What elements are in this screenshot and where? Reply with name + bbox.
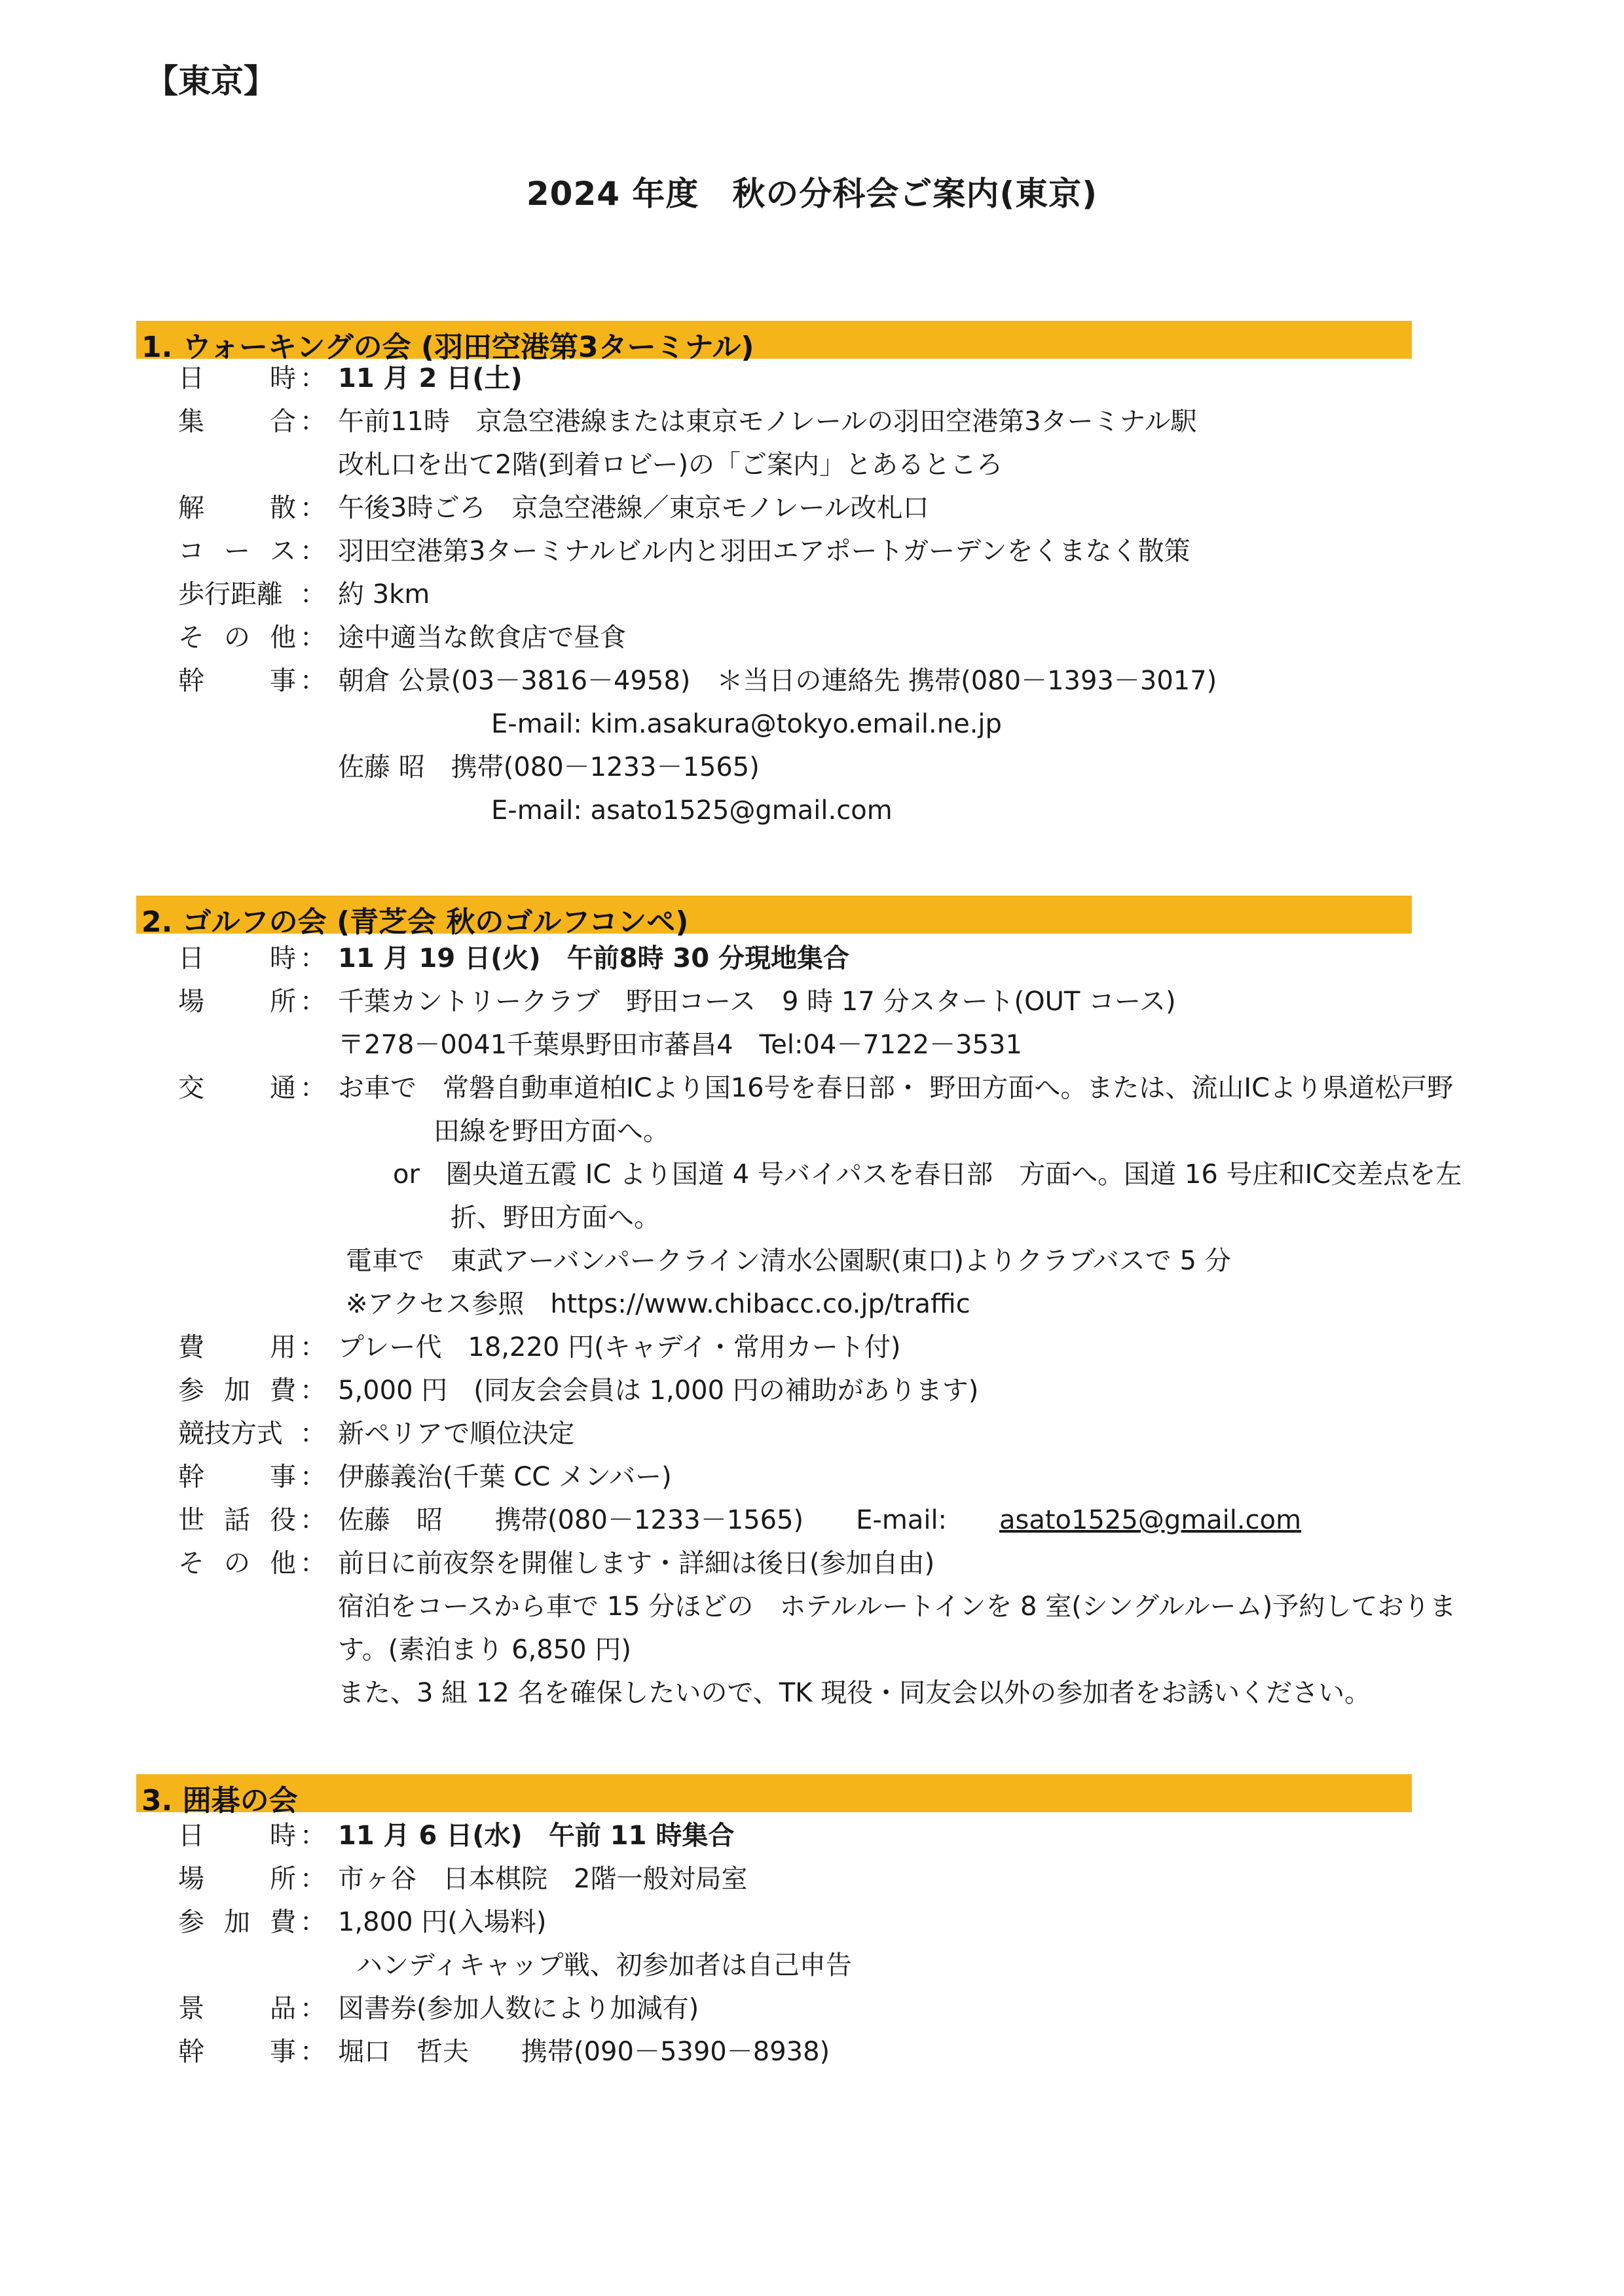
region-tag: 【東京】 (145, 62, 276, 100)
row-label: 交 通 (178, 1073, 296, 1103)
row-value: 朝倉 公景(03－3816－4958) ＊当日の連絡先 携帯(080－1393－3017) (338, 666, 1217, 696)
row-value: 市ヶ谷 日本棋院 2階一般対局室 (338, 1864, 748, 1894)
row-value: ハンディキャップ戦、初参加者は自己申告 (356, 1950, 852, 1980)
row-value: プレー代 18,220 円(キャデイ・常用カート付) (338, 1332, 901, 1362)
row-label: 幹 事 (178, 666, 296, 696)
row-value: 午前11時 京急空港線または東京モノレールの羽田空港第3ターミナル駅 (338, 407, 1197, 437)
row-value: 千葉カントリークラブ 野田コース 9 時 17 分スタート(OUT コース) (338, 987, 1176, 1017)
row-value: 佐藤 昭 携帯(080－1233－1565) E-mail: (338, 1505, 948, 1535)
row-label: 景 品 (178, 1994, 296, 2024)
section-2-heading-bar (136, 896, 1412, 939)
row-label: 歩行距離 (178, 579, 283, 610)
row-label: 日 時 (178, 943, 296, 974)
row-value: 午後3時ごろ 京急空港線／東京モノレール改札口 (338, 493, 929, 523)
row-value: 折、野田方面へ。 (451, 1203, 660, 1233)
row-label: 場 所 (178, 987, 296, 1017)
row-value: 11 月 2 日(土) (338, 363, 523, 393)
row-label: 幹 事 (178, 1462, 296, 1492)
document-title: 2024 年度 秋の分科会ご案内(東京) (526, 175, 1098, 213)
row-value: 改札口を出て2階(到着ロビー)の「ご案内」とあるところ (338, 450, 1003, 480)
row-value: 前日に前夜祭を開催します・詳細は後日(参加自由) (338, 1548, 935, 1578)
row-value: お車で 常磐自動車道柏ICより国16号を春日部・ 野田方面へ。または、流山ICより県道松戸野 (338, 1073, 1454, 1103)
row-label: 場 所 (178, 1864, 296, 1894)
row-label: 日 時 (178, 363, 296, 393)
row-value: 田線を野田方面へ。 (434, 1116, 669, 1146)
row-label: コ ー ス (178, 536, 296, 566)
access-reference: ※アクセス参照 https://www.chibacc.co.jp/traffic (346, 1289, 970, 1319)
row-label: そ の 他 (178, 1548, 296, 1578)
row-label: 解 散 (178, 493, 296, 523)
row-value: 途中適当な飲食店で昼食 (338, 623, 626, 653)
row-label: 集 合 (178, 407, 296, 437)
section-1-heading-bar (136, 321, 1412, 364)
row-value: 〒278－0041千葉県野田市蕃昌4 Tel:04－7122－3531 (338, 1030, 1022, 1060)
row-value: 5,000 円 (同友会会員は 1,000 円の補助があります) (338, 1376, 979, 1406)
row-value: 11 月 6 日(水) 午前 11 時集合 (338, 1821, 735, 1851)
row-value: or 圏央道五霞 IC より国道 4 号バイパスを春日部 方面へ。国道 16 号庄和IC交差点を左 (393, 1159, 1462, 1190)
row-value: 伊藤義治(千葉 CC メンバー) (338, 1462, 672, 1492)
row-value: 1,800 円(入場料) (338, 1907, 547, 1937)
row-label: 参 加 費 (178, 1907, 296, 1937)
row-label: 日 時 (178, 1821, 296, 1851)
row-value: 新ペリアで順位決定 (338, 1419, 575, 1449)
row-value: また、3 組 12 名を確保したいので、TK 現役・同友会以外の参加者をお誘いください。 (338, 1678, 1371, 1708)
row-label: 世 話 役 (178, 1505, 296, 1535)
row-label: 参 加 費 (178, 1376, 296, 1406)
row-label: 競技方式 (178, 1419, 283, 1449)
row-value: 約 3km (338, 579, 430, 610)
row-value: 羽田空港第3ターミナルビル内と羽田エアポートガーデンをくまなく散策 (338, 536, 1190, 566)
section-2-heading: 2. ゴルフの会 (青芝会 秋のゴルフコンペ) (141, 905, 689, 939)
row-value: 宿泊をコースから車で 15 分ほどの ホテルルートインを 8 室(シングルルーム)予約しておりま (338, 1592, 1456, 1622)
section-3-heading-bar (136, 1774, 1412, 1817)
row-value: 11 月 19 日(火) 午前8時 30 分現地集合 (338, 943, 850, 974)
email-text: E-mail: asato1525@gmail.com (491, 795, 893, 826)
section-3-heading: 3. 囲碁の会 (141, 1784, 298, 1817)
row-value: 佐藤 昭 携帯(080－1233－1565) (338, 752, 760, 782)
email-text: E-mail: kim.asakura@tokyo.email.ne.jp (491, 709, 1002, 739)
section-1-heading: 1. ウォーキングの会 (羽田空港第3ターミナル) (141, 331, 754, 364)
row-value: 堀口 哲夫 携帯(090－5390－8938) (338, 2037, 830, 2067)
row-value: 図書券(参加人数により加減有) (338, 1994, 699, 2024)
row-label: 幹 事 (178, 2037, 296, 2067)
row-label: そ の 他 (178, 623, 296, 653)
email-link[interactable]: asato1525@gmail.com (999, 1505, 1302, 1535)
row-value: す。(素泊まり 6,850 円) (338, 1635, 631, 1665)
row-value: 電車で 東武アーバンパークライン清水公園駅(東口)よりクラブバスで 5 分 (346, 1246, 1231, 1276)
row-label: 費 用 (178, 1332, 296, 1362)
